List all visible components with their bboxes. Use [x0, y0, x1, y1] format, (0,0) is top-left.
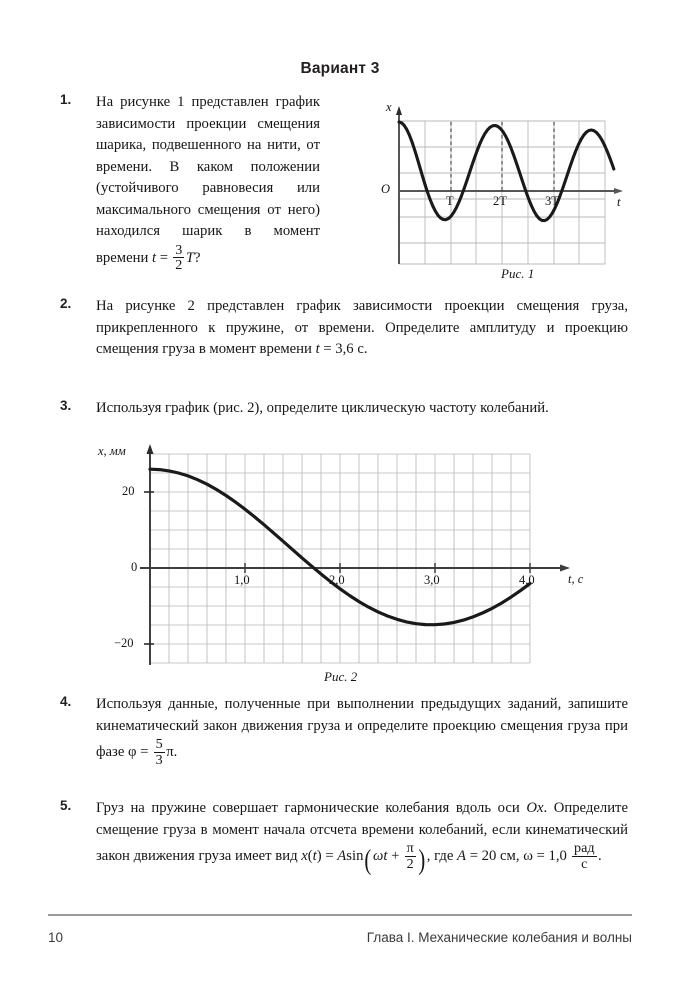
figure-2-x-axis-label-text: t, с [568, 572, 584, 586]
problem-4 [60, 694, 628, 767]
problem-5-mid: , где [426, 848, 458, 865]
problem-5-unit-denominator: с [572, 856, 597, 872]
problem-3-number: 3. [60, 398, 72, 413]
figure-2-x-tick-4: 4,0 [519, 573, 535, 587]
problem-5-unit-numerator: рад [574, 840, 595, 856]
figure-2-y-tick-0: 0 [131, 560, 138, 574]
problem-3-text [96, 398, 628, 420]
problem-5-phase-fraction [405, 841, 416, 871]
page-title: Вариант 3 [300, 60, 380, 77]
problem-1-body: На рисунке 1 представлен график зависимости проекции смещения шарика, подвешенного на нити, от времени. В каком положении (устойчивого равновесия или максимального смещения от него) находился шарик в момент времени [96, 94, 320, 266]
problem-1-tail: ? [193, 249, 201, 266]
problem-4-fraction-denominator: 3 [155, 751, 163, 768]
problem-2-number: 2. [60, 296, 72, 311]
problem-5-function-arg: (t) [307, 848, 322, 865]
figure-2-y-axis-arrow [147, 444, 154, 454]
footer-divider [48, 914, 632, 916]
problem-3-body: Используя график (рис. 2), определите циклическую частоту колебаний. [96, 400, 549, 416]
figure-2-x-axis-label [568, 572, 583, 587]
figure-1-curve-tail [604, 145, 613, 169]
figure-1-x-axis-arrow [614, 188, 623, 194]
figure-2 [96, 444, 596, 688]
problem-5-number: 5. [60, 798, 72, 813]
page-footer [48, 925, 632, 949]
figure-2-x-tick-2: 2,0 [329, 573, 345, 587]
footer-page-number: 10 [48, 929, 64, 945]
footer-chapter-title: Глава I. Механические колебания и волны [366, 929, 632, 945]
problem-1-equals: = [156, 249, 172, 266]
problem-5-period: . [598, 848, 602, 865]
figure-2-y-tick-minus20: −20 [114, 636, 134, 650]
figure-2-svg [96, 444, 596, 688]
problem-2-text [96, 296, 628, 361]
problem-5-phase-numerator: π [406, 840, 414, 856]
problem-5-omega-symbol: ω [523, 848, 533, 865]
problem-4-number: 4. [60, 694, 72, 709]
problem-5-text: Груз на пружине совершает гармонические колебания вдоль оси Ox. Определите смещение груза в момент начала отсчета времени колебаний, если кинематический закон движения груза имеет вид x(t) = Asin(ωt + $\frac{\pi}{2}$ ), где A = 20 см, ω = 1,0 $\frac{\text{рад}}{с}$ . [96, 800, 628, 876]
problem-5-A-value: = 20 см, [466, 848, 524, 865]
problem-1 [60, 92, 320, 273]
figure-1-caption: Рис. 1 [501, 266, 535, 281]
figure-2-x-axis-arrow [560, 565, 570, 572]
figure-2-caption: Рис. 2 [324, 669, 358, 684]
problem-4-tail: π. [166, 744, 178, 761]
figure-2-x-tick-3: 3,0 [424, 573, 440, 587]
problem-5-amplitude-symbol: A [337, 848, 347, 865]
figure-1-svg [376, 100, 626, 285]
problem-1-text [96, 92, 320, 273]
figure-2-y-axis-label-text: x, мм [98, 444, 126, 458]
problem-5-omega-t-text: ωt [372, 848, 388, 865]
problem-3 [60, 398, 628, 420]
problem-1-number: 1. [60, 92, 72, 107]
figure-1-y-axis-label: x [386, 100, 392, 114]
figure-2-y-tick-20: 20 [122, 484, 135, 498]
figure-1-tick-2T: 2T [493, 194, 507, 208]
problem-4-text [96, 694, 628, 767]
problem-5-A-symbol: A [457, 848, 467, 865]
problem-5-function-arg-t: t [312, 848, 317, 865]
problem-2-value: = 3,6 с. [319, 341, 368, 357]
problem-5-function-x: x [301, 848, 308, 865]
problem-5-body-1: Груз на пружине совершает гармонические колебания вдоль оси [96, 800, 527, 816]
problem-5-plus: + [387, 848, 404, 865]
figure-1-y-axis-arrow [396, 106, 402, 115]
problem-5-sin: sin [346, 848, 364, 865]
figure-1 [376, 100, 626, 285]
problem-2-var-t: t [315, 341, 320, 357]
figure-2-y-axis-label [98, 444, 126, 459]
problem-1-var-t: t [152, 249, 157, 266]
problem-5-phase-denominator: 2 [405, 856, 416, 872]
problem-1-fraction-numerator: 3 [175, 241, 183, 258]
problem-5-body-2: . Определите смещение груза в момент начала отсчета времени колебаний, если кинематический закон движения груза имеет вид [96, 800, 628, 865]
figure-1-x-axis-label: t [617, 195, 621, 209]
figure-1-tick-T: T [446, 194, 454, 208]
problem-1-fraction [173, 243, 184, 273]
problem-4-body: Используя данные, полученные при выполнении предыдущих заданий, запишите кинематический закон движения груза и определите проекцию смещения груза при фазе φ = [96, 696, 628, 761]
problem-5-axis-ox: Ox [526, 800, 544, 816]
problem-5-equals: = [321, 848, 338, 865]
figure-1-tick-3T: 3T [545, 194, 559, 208]
problem-5-omega-value: = 1,0 [532, 848, 571, 865]
problem-5 [60, 798, 628, 876]
problem-5-omega-t [373, 848, 387, 864]
problem-2-body: На рисунке 2 представлен график зависимости проекции смещения груза, прикрепленного к пружине, от времени. Определите амплитуду и проекцию смещения груза в момент времени [96, 298, 628, 357]
problem-4-fraction-numerator: 5 [155, 736, 163, 752]
problem-4-fraction [154, 737, 165, 767]
problem-5-unit-fraction [572, 841, 597, 871]
problem-1-var-T: T [185, 249, 194, 266]
figure-1-origin-label: O [381, 182, 391, 196]
problem-1-fraction-denominator: 2 [175, 257, 183, 274]
figure-2-x-tick-1: 1,0 [234, 573, 250, 587]
problem-2 [60, 296, 628, 361]
